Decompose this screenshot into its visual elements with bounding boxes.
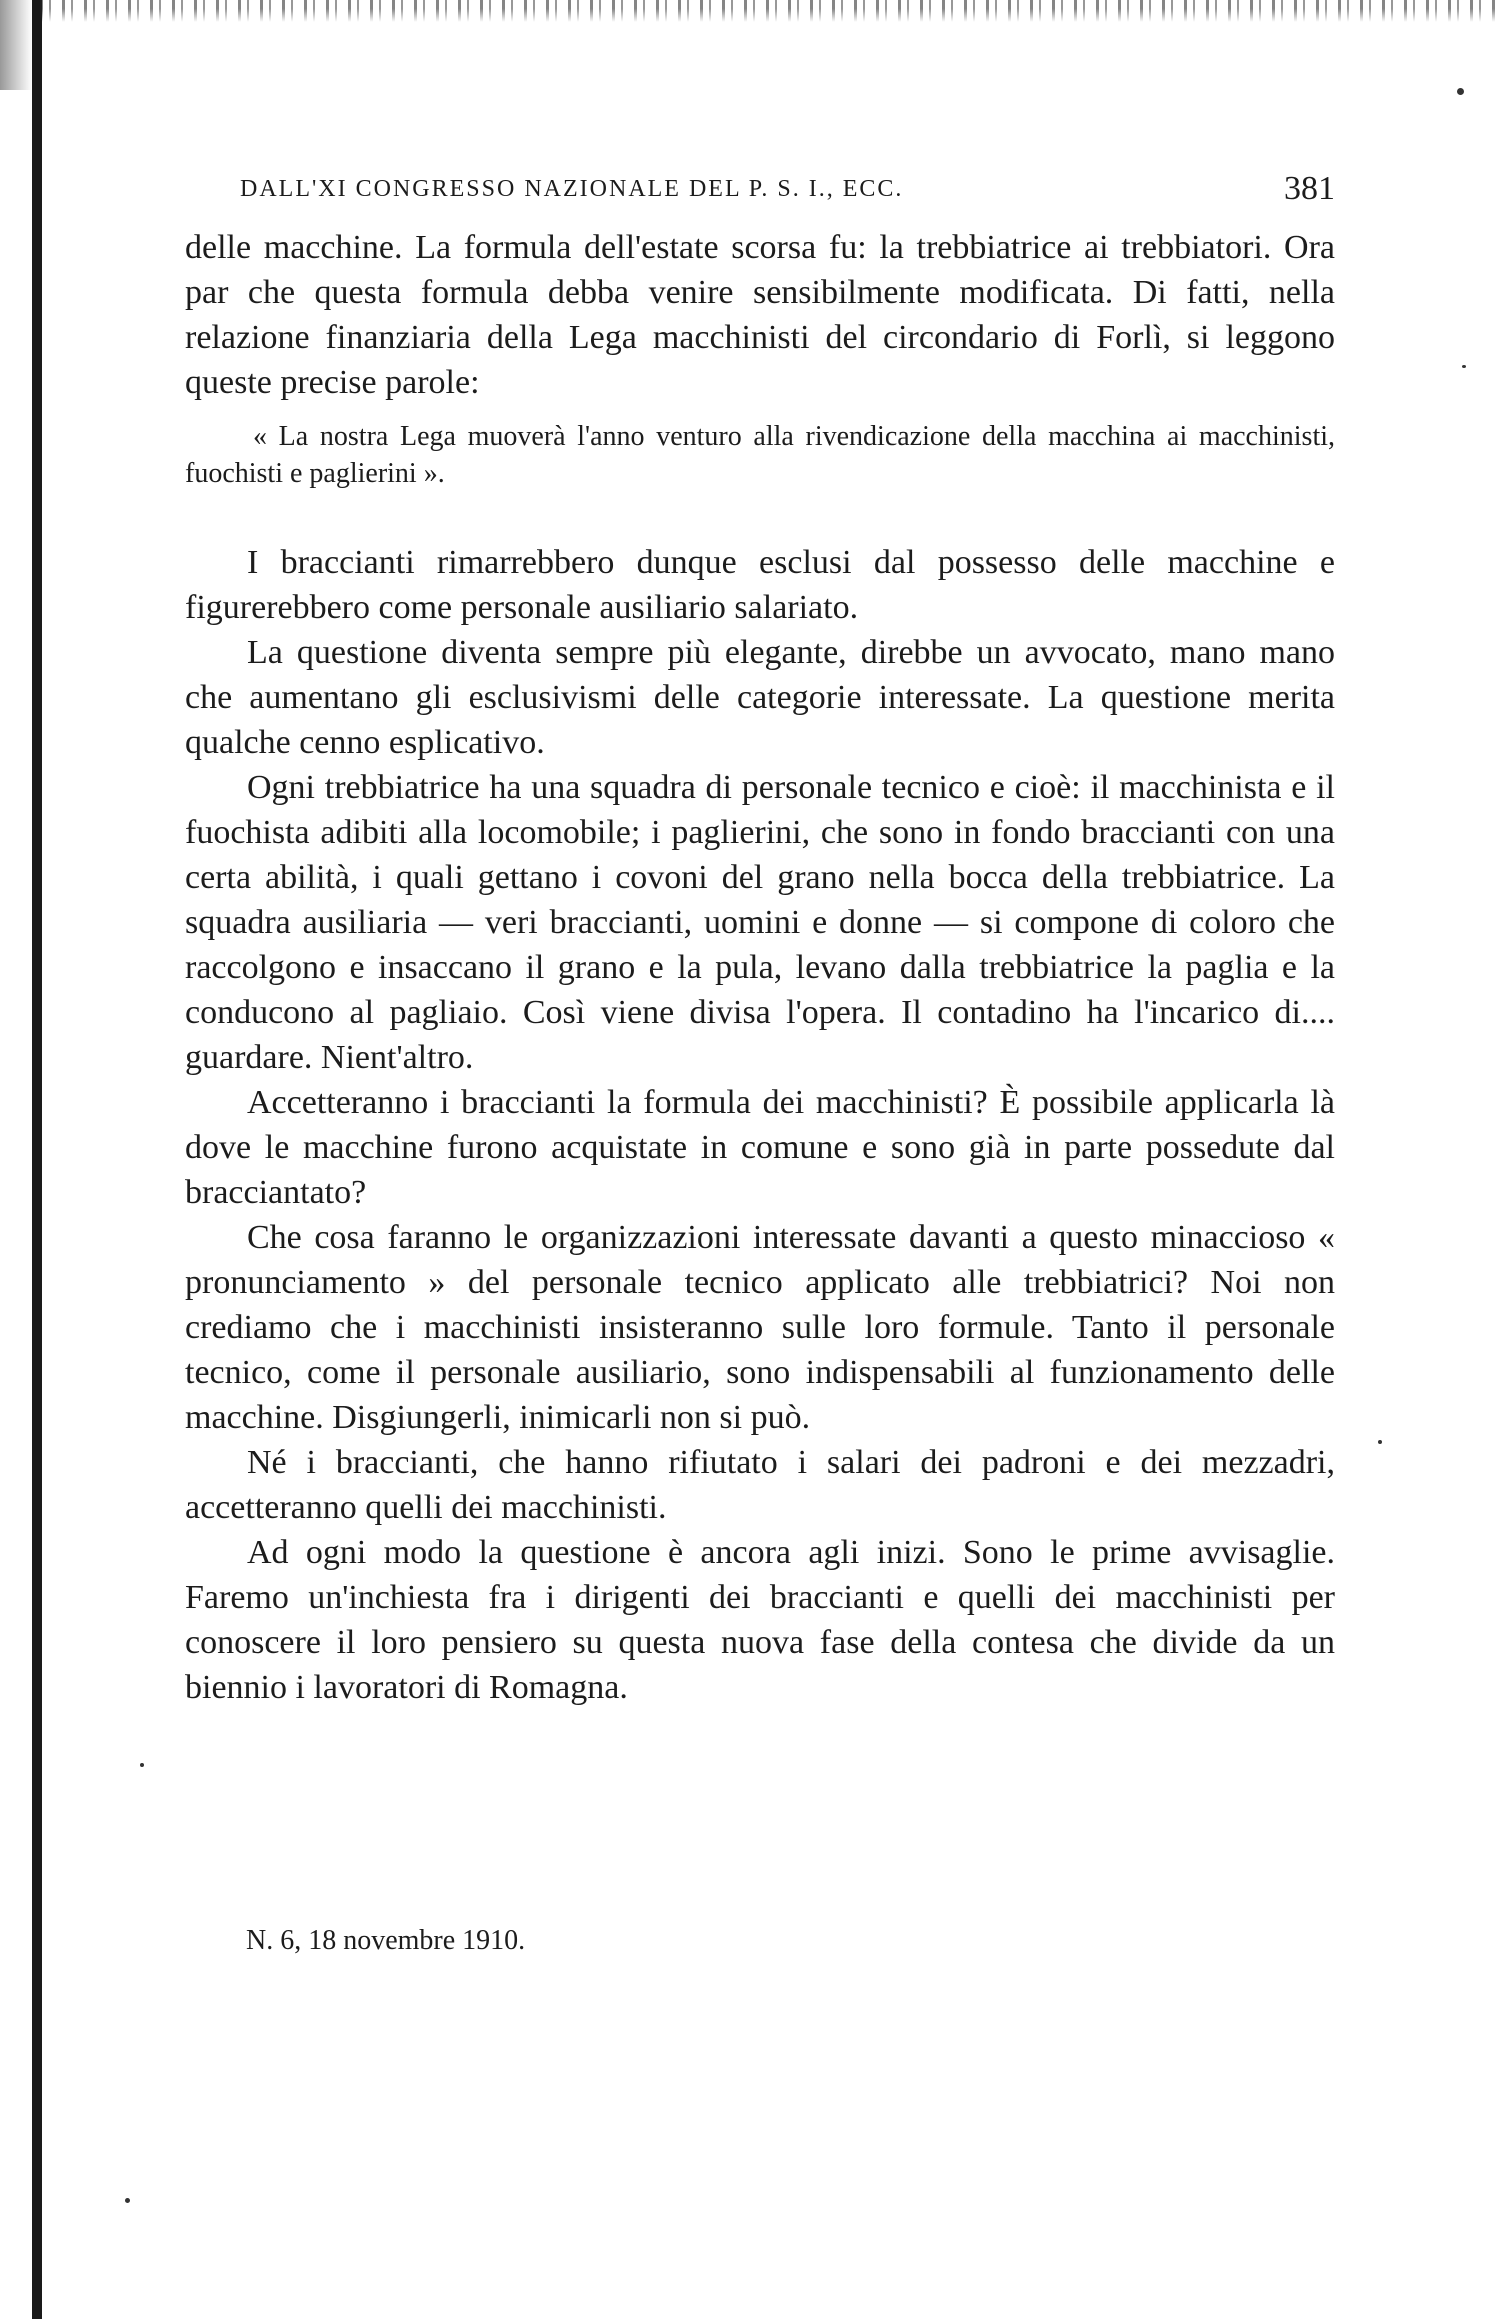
paragraph-8: Ad ogni modo la questione è ancora agli inizi. Sono le prime avvisaglie. Faremo un'inchiesta fra i dirigenti dei braccianti e quelli dei macchinisti per conoscere il loro pensiero su questa nuova fase della contesa che divide da un biennio i lavoratori di Romagna.	[185, 1534, 1335, 1706]
scan-speck	[1378, 1440, 1382, 1444]
page-number: 381	[1284, 170, 1335, 207]
scan-speck	[125, 2198, 130, 2203]
scan-noise-top	[40, 0, 1498, 22]
page-header	[240, 170, 1335, 210]
scan-speck	[1457, 88, 1464, 95]
paragraph-4: Ogni trebbiatrice ha una squadra di personale tecnico e cioè: il macchinista e il fuochista adibiti alla locomobile; i paglierini, che sono in fondo braccianti con una certa abilità, i quali gettano i covoni del grano nella bocca della trebbiatrice. La squadra ausiliaria — veri braccianti, uomini e donne — si compone di coloro che raccolgono e insaccano il grano e la pula, levano dalla trebbiatrice la paglia e la conducono al pagliaio. Così viene divisa l'opera. Il contadino ha l'incarico di.... guardare. Nient'altro.	[185, 769, 1335, 1076]
paragraph-3: La questione diventa sempre più elegante, direbbe un avvocato, mano mano che aumentano gli esclusivismi delle categorie interessate. La questione merita qualche cenno esplicativo.	[185, 634, 1335, 761]
paragraph-7: Né i braccianti, che hanno rifiutato i salari dei padroni e dei mezzadri, accetteranno quelli dei macchinisti.	[185, 1444, 1335, 1526]
source-citation: N. 6, 18 novembre 1910.	[246, 1925, 526, 1956]
binding-shadow	[0, 0, 32, 90]
paragraph-2: I braccianti rimarrebbero dunque esclusi dal possesso delle macchine e figurerebbero come personale ausiliario salariato.	[185, 544, 1335, 626]
scan-speck	[140, 1763, 144, 1767]
paragraph-5: Accetteranno i braccianti la formula dei macchinisti? È possibile applicarla là dove le macchine furono acquistate in comune e sono già in parte possedute dal bracciantato?	[185, 1084, 1335, 1211]
paragraph-1: delle macchine. La formula dell'estate scorsa fu: la trebbiatrice ai trebbiatori. Ora par che questa formula debba venire sensibilmente modificata. Di fatti, nella relazione finanziaria della Lega macchinisti del circondario di Forlì, si leggono queste precise parole:	[185, 229, 1335, 401]
block-quote: « La nostra Lega muoverà l'anno venturo alla rivendicazione della macchina ai macchinisti, fuochisti e paglierini ».	[185, 421, 1335, 489]
paragraph-6: Che cosa faranno le organizzazioni interessate davanti a questo minaccioso « pronunciamento » del personale tecnico applicato alle trebbiatrici? Noi non crediamo che i macchinisti insisteranno sulle loro formule. Tanto il personale tecnico, come il personale ausiliario, sono indispensabili al funzionamento delle macchine. Disgiungerli, inimicarli non si può.	[185, 1219, 1335, 1436]
running-head: DALL'XI CONGRESSO NAZIONALE DEL P. S. I., ECC.	[240, 176, 904, 202]
binding-edge	[32, 0, 42, 2319]
article-body	[185, 225, 1335, 1710]
scan-speck	[1462, 365, 1466, 368]
